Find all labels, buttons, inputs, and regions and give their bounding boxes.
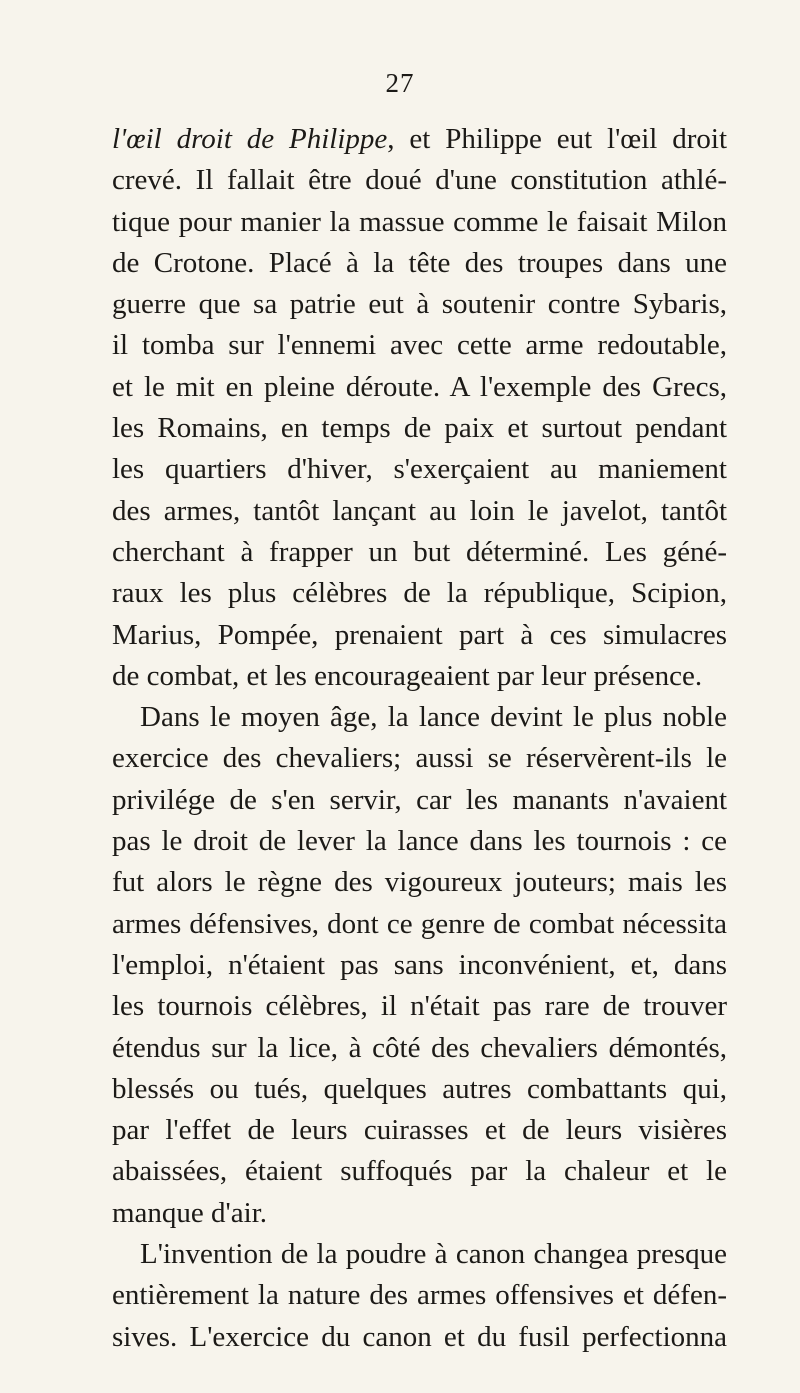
paragraph-start-line: L'invention de la poudre à canon changea presque (140, 1238, 727, 1271)
text-line: cherchant à frapper un but déterminé. Les géné- (112, 535, 727, 568)
text-line: fut alors le règne des vigoureux jouteurs; mais les (112, 866, 727, 899)
text-line: l'emploi, n'étaient pas sans inconvénient, et, dans (112, 948, 727, 981)
text-line: entièrement la nature des armes offensives et défen- (112, 1279, 727, 1312)
paragraph-start-line: Dans le moyen âge, la lance devint le plus noble (140, 701, 727, 734)
text-line: abaissées, étaient suffoqués par la chaleur et le (112, 1155, 727, 1188)
text-line: raux les plus célèbres de la république, Scipion, (112, 577, 727, 610)
text-line: guerre que sa patrie eut à soutenir contre Sybaris, (112, 288, 727, 321)
text-line: tique pour manier la massue comme le faisait Milon (112, 205, 727, 238)
text-line: blessés ou tués, quelques autres combattants qui, (112, 1072, 727, 1105)
body-text (112, 119, 727, 1358)
text-line: les tournois célèbres, il n'était pas rare de trouver (112, 990, 727, 1023)
text-line: crevé. Il fallait être doué d'une constitution athlé- (112, 164, 727, 197)
text-line: et le mit en pleine déroute. A l'exemple des Grecs, (112, 370, 727, 403)
text-line: les quartiers d'hiver, s'exerçaient au maniement (112, 453, 727, 486)
text-line: étendus sur la lice, à côté des chevaliers démontés, (112, 1031, 727, 1064)
text-line-rest: , et Philippe eut l'œil droit (387, 123, 728, 155)
paragraph-end-line: manque d'air. (112, 1196, 268, 1229)
text-line: de Crotone. Placé à la tête des troupes dans une (112, 246, 727, 279)
text-line: Marius, Pompée, prenaient part à ces simulacres (112, 618, 727, 651)
text-line: sives. L'exercice du canon et du fusil perfectionna (112, 1320, 727, 1353)
text-line: des armes, tantôt lançant au loin le javelot, tantôt (112, 494, 727, 527)
text-line (112, 119, 727, 160)
text-line: exercice des chevaliers; aussi se réservèrent-ils le (112, 742, 727, 775)
text-line: pas le droit de lever la lance dans les tournois : ce (112, 825, 727, 858)
page-number: 27 (385, 68, 415, 98)
paragraph-end-line: de combat, et les encourageaient par leur présence. (112, 659, 703, 692)
text-line: il tomba sur l'ennemi avec cette arme redoutable, (112, 329, 727, 362)
text-line: par l'effet de leurs cuirasses et de leurs visières (112, 1114, 727, 1147)
text-line: armes défensives, dont ce genre de combat nécessita (112, 907, 727, 940)
italic-phrase: l'œil droit de Philippe (112, 123, 388, 155)
text-line: les Romains, en temps de paix et surtout pendant (112, 412, 727, 445)
text-line: privilége de s'en servir, car les manants n'avaient (112, 783, 727, 816)
